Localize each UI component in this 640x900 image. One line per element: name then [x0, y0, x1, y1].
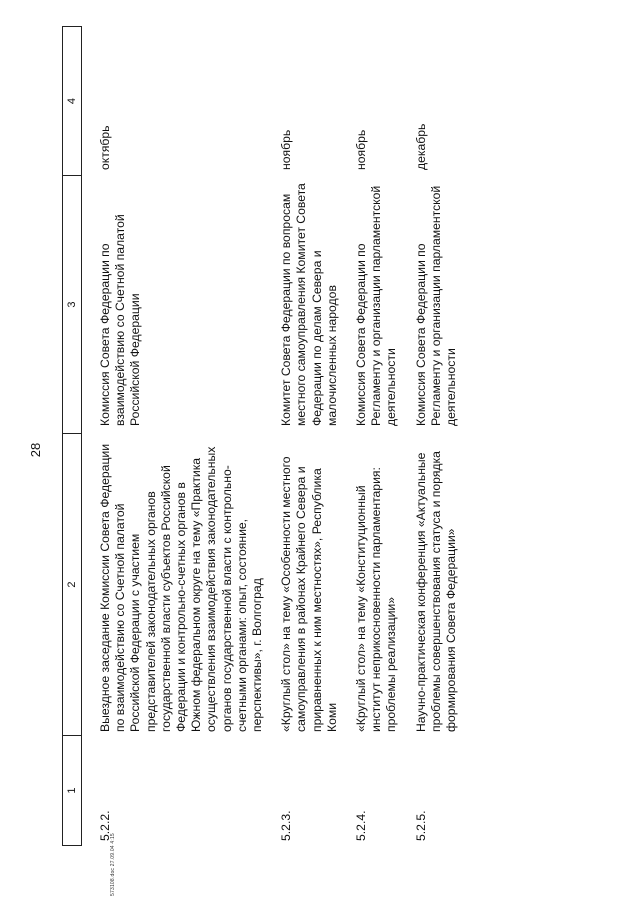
table-body: [98, 28, 473, 846]
table-row: [279, 28, 340, 846]
event-term: ноябрь: [354, 129, 369, 170]
event-description: «Круглый стол» на тему «Конституционный институт неприкосновенности парламентария: проблемы реализации»: [354, 467, 399, 732]
event-term: октябрь: [98, 125, 112, 170]
table-header: [62, 26, 82, 846]
event-term: декабрь: [413, 123, 428, 170]
row-number: 5.2.2.: [98, 810, 112, 841]
table-row: [98, 28, 265, 846]
responsible-body: Комитет Совета Федерации по вопросам местного самоуправления Комитет Совета Федерации по делам Севера и малочисленных народов: [279, 183, 339, 426]
column-header-4: 4: [66, 97, 78, 105]
column-header-1: 1: [63, 735, 81, 845]
row-number: 5.2.3.: [279, 810, 294, 841]
row-number: 5.2.4.: [354, 810, 369, 841]
page-number: 28: [28, 442, 43, 458]
column-header-2: 2: [63, 433, 81, 735]
event-description: Научно-практическая конференция «Актуальные проблемы совершенствования статуса и порядка формирования Совета Федерации»: [413, 451, 459, 732]
column-header-3: 3: [63, 175, 81, 433]
responsible-body: Комиссия Совета Федерации по взаимодействию со Счетной палатой Российской Федерации: [98, 214, 143, 426]
table-row: [354, 28, 400, 846]
row-number: 5.2.5.: [413, 810, 428, 841]
event-term: ноябрь: [279, 129, 294, 170]
responsible-body: Комиссия Совета Федерации по Регламенту и организации парламентской деятельности: [413, 185, 459, 426]
event-description: Выездное заседание Комиссии Совета Федерации по взаимодействию со Счетной палатой Российской Федерации с участием представителей законодательных органов государственной власти субъектов Российской Федерации и контрольно-счетных органов в Южном федеральном округе на тему «Практика осуществления взаимодействия законодательных органов государственной власти с контрольно-счетными органами: опыт, состояние, перспективы», г. Волгоград: [98, 443, 265, 732]
document-stamp: 573108.doc 27.09.04 4:15: [110, 833, 116, 896]
event-description: «Круглый стол» на тему «Особенности местного самоуправления в районах Крайнего Севера и приравненных к ним местностях», Республика Коми: [279, 456, 339, 732]
table-row: [414, 28, 460, 846]
responsible-body: Комиссия Совета Федерации по Регламенту и организации парламентской деятельности: [354, 185, 399, 426]
